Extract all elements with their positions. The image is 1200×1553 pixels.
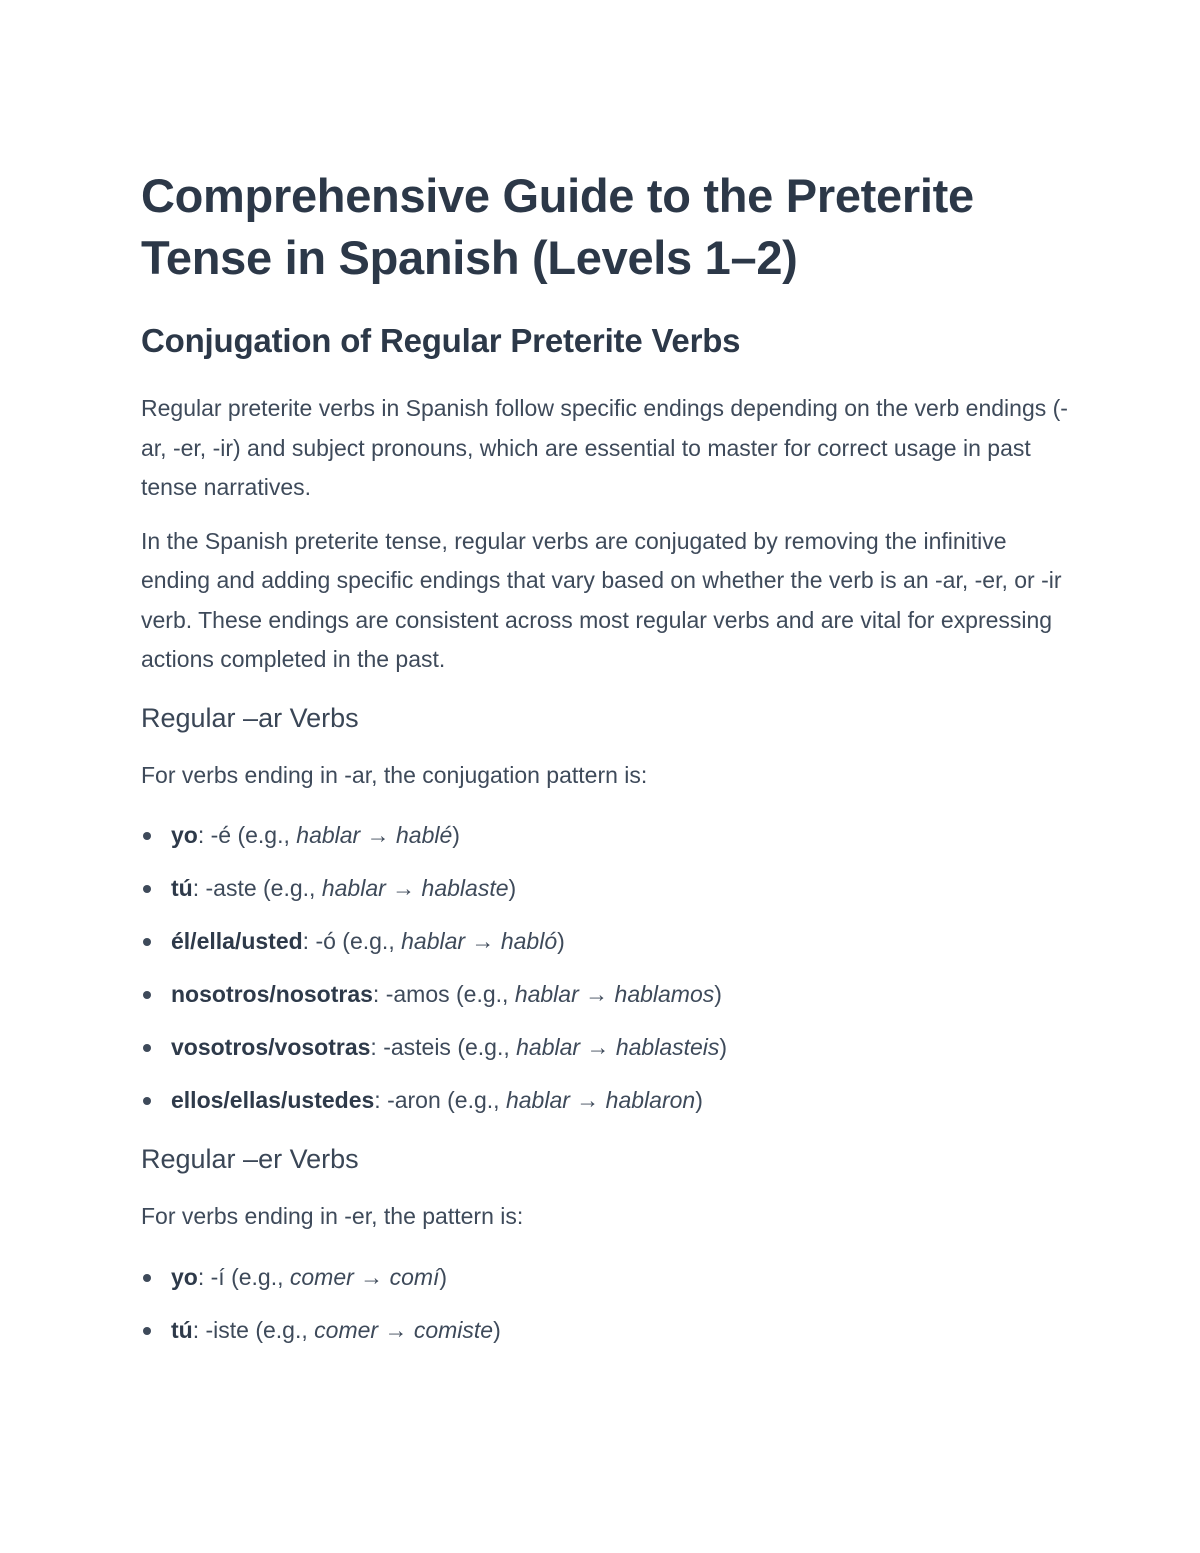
list-item [141, 915, 1071, 968]
pronoun: vosotros/vosotras [171, 1034, 371, 1060]
bullet-icon [143, 832, 151, 840]
pronoun: yo [171, 822, 198, 848]
conjugated-form: hablé [396, 822, 453, 848]
infinitive: comer [289, 1263, 354, 1290]
bullet-icon [143, 1044, 151, 1052]
separator: : [197, 1263, 211, 1290]
conjugated-form: hablamos [614, 981, 715, 1007]
bullet-icon [143, 1274, 151, 1282]
bullet-icon [143, 1097, 151, 1105]
pronoun: él/ella/usted [171, 928, 303, 954]
separator: : [370, 1034, 384, 1060]
conjugated-form: comiste [413, 1316, 494, 1343]
arrow-icon: → [465, 928, 501, 954]
pronoun: ellos/ellas/ustedes [171, 1087, 375, 1113]
list-item [141, 1251, 1071, 1304]
paragraph-intro: Regular preterite verbs in Spanish follow specific endings depending on the verb endings (-ar, -er, -ir) and subject pronouns, which are essential to master for correct usage in past tense narratives. [141, 395, 1068, 500]
bullet-icon [143, 991, 151, 999]
bullet-icon [143, 1327, 151, 1335]
er-conjugation-list [141, 1251, 1071, 1357]
conjugated-form: hablaste [421, 875, 509, 901]
conjugated-form: hablaron [605, 1087, 696, 1113]
infinitive: hablar [401, 928, 466, 954]
ending: -í (e.g., [210, 1263, 290, 1290]
pronoun: nosotros/nosotras [171, 981, 373, 1007]
pronoun: tú [171, 1316, 193, 1343]
close-paren: ) [452, 822, 460, 848]
arrow-icon: → [360, 822, 396, 848]
document-title: Comprehensive Guide to the Preterite Tense in Spanish (Levels 1–2) [141, 169, 974, 284]
ending: -ó (e.g., [315, 928, 402, 954]
infinitive: hablar [505, 1087, 570, 1113]
close-paren: ) [719, 1034, 728, 1060]
ar-verbs-heading: Regular –ar Verbs [141, 702, 359, 733]
close-paren: ) [714, 981, 722, 1007]
separator: : [192, 1316, 206, 1343]
list-item [141, 1021, 1071, 1074]
arrow-icon: → [353, 1263, 390, 1290]
infinitive: hablar [514, 981, 579, 1007]
paragraph-explanation: In the Spanish preterite tense, regular verbs are conjugated by removing the infinitive ending and adding specific endings that vary based on whether the verb is an -ar, -er, or -ir verb. These endings are consistent across most regular verbs and are vital for expressing actions completed in the past. [141, 527, 1062, 672]
bullet-icon [143, 938, 151, 946]
er-verbs-intro: For verbs ending in -er, the pattern is: [141, 1203, 524, 1229]
list-item [141, 809, 1071, 862]
infinitive: comer [314, 1316, 379, 1343]
separator: : [374, 1087, 388, 1113]
arrow-icon: → [578, 981, 615, 1007]
infinitive: hablar [516, 1034, 581, 1060]
ending: -amos (e.g., [385, 981, 515, 1007]
list-item [141, 968, 1071, 1021]
close-paren: ) [493, 1316, 501, 1343]
close-paren: ) [508, 875, 517, 901]
separator: : [192, 875, 206, 901]
close-paren: ) [439, 1263, 448, 1290]
ar-conjugation-list [141, 809, 1071, 1127]
section-title: Conjugation of Regular Preterite Verbs [141, 322, 741, 359]
separator: : [197, 822, 211, 848]
separator: : [302, 928, 316, 954]
ending: -iste (e.g., [205, 1316, 315, 1343]
list-item [141, 1074, 1071, 1127]
conjugated-form: comí [389, 1263, 440, 1290]
pronoun: yo [171, 1263, 198, 1290]
conjugated-form: habló [500, 928, 558, 954]
ending: -asteis (e.g., [383, 1034, 517, 1060]
close-paren: ) [695, 1087, 703, 1113]
arrow-icon: → [378, 1316, 414, 1343]
list-item [141, 862, 1071, 915]
arrow-icon: → [580, 1034, 616, 1060]
separator: : [372, 981, 386, 1007]
infinitive: hablar [296, 822, 361, 848]
bullet-icon [143, 885, 151, 893]
ending: -aron (e.g., [387, 1087, 506, 1113]
er-verbs-heading: Regular –er Verbs [141, 1144, 359, 1174]
infinitive: hablar [321, 875, 386, 901]
ending: -aste (e.g., [205, 875, 322, 901]
ar-verbs-intro: For verbs ending in -ar, the conjugation pattern is: [141, 761, 648, 788]
ending: -é (e.g., [210, 822, 297, 848]
arrow-icon: → [569, 1087, 606, 1113]
document-page [141, 165, 1071, 1357]
close-paren: ) [557, 928, 565, 954]
list-item [141, 1304, 1071, 1357]
conjugated-form: hablasteis [615, 1034, 720, 1060]
arrow-icon: → [385, 875, 422, 901]
pronoun: tú [171, 875, 193, 901]
